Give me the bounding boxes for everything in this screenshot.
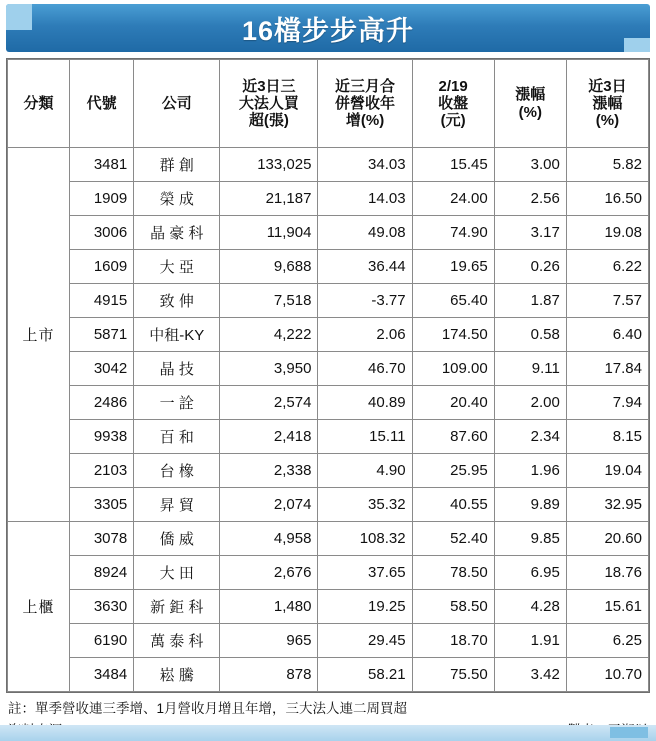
cell-revenue-growth: 36.44 — [318, 250, 412, 284]
cell-company: 新 鉅 科 — [134, 590, 220, 624]
cell-revenue-growth: 29.45 — [318, 624, 412, 658]
cell-net-buy: 133,025 — [220, 148, 318, 182]
table-row[interactable] — [8, 590, 649, 624]
column-header-line: (%) — [595, 112, 620, 130]
stock-table — [7, 59, 649, 692]
table-body — [8, 148, 649, 692]
cell-3day-change-pct: 16.50 — [566, 182, 648, 216]
cell-revenue-growth: 58.21 — [318, 658, 412, 692]
column-header-line: 漲幅 — [592, 94, 623, 112]
cell-change-pct: 3.42 — [494, 658, 566, 692]
cell-company: 晶 技 — [134, 352, 220, 386]
cell-code: 5871 — [70, 318, 134, 352]
table-row[interactable] — [8, 284, 649, 318]
cell-close-price: 109.00 — [412, 352, 494, 386]
cell-3day-change-pct: 8.15 — [566, 420, 648, 454]
cell-close-price: 87.60 — [412, 420, 494, 454]
cell-change-pct: 9.89 — [494, 488, 566, 522]
cell-code: 1909 — [70, 182, 134, 216]
cell-close-price: 75.50 — [412, 658, 494, 692]
cell-close-price: 58.50 — [412, 590, 494, 624]
bottom-decoration-marker — [610, 727, 648, 738]
table-row[interactable] — [8, 420, 649, 454]
cell-company: 中租-KY — [134, 318, 220, 352]
column-header-line: (%) — [518, 103, 542, 121]
column-header-line: 大法人買 — [238, 94, 299, 112]
column-header-change-pct — [494, 60, 566, 148]
cell-3day-change-pct: 17.84 — [566, 352, 648, 386]
table-header — [8, 60, 649, 148]
cell-net-buy: 1,480 — [220, 590, 318, 624]
cell-code: 3305 — [70, 488, 134, 522]
cell-revenue-growth: 46.70 — [318, 352, 412, 386]
table-row[interactable] — [8, 386, 649, 420]
cell-code: 3006 — [70, 216, 134, 250]
group-label-listed: 上市 — [8, 148, 70, 522]
cell-code: 2486 — [70, 386, 134, 420]
footer-note: 註：單季營收連三季增、1月營收月增且年增，三大法人連二周買超 — [8, 701, 408, 716]
cell-revenue-growth: 108.32 — [318, 522, 412, 556]
cell-net-buy: 965 — [220, 624, 318, 658]
cell-change-pct: 2.56 — [494, 182, 566, 216]
cell-revenue-growth: 49.08 — [318, 216, 412, 250]
table-row[interactable] — [8, 250, 649, 284]
column-header-line: 增(%) — [345, 112, 385, 130]
cell-close-price: 25.95 — [412, 454, 494, 488]
cell-code: 2103 — [70, 454, 134, 488]
cell-change-pct: 3.00 — [494, 148, 566, 182]
cell-revenue-growth: 15.11 — [318, 420, 412, 454]
table-row[interactable] — [8, 454, 649, 488]
cell-change-pct: 0.26 — [494, 250, 566, 284]
cell-company: 萬 泰 科 — [134, 624, 220, 658]
cell-revenue-growth: -3.77 — [318, 284, 412, 318]
cell-company: 榮 成 — [134, 182, 220, 216]
data-table-container — [6, 58, 650, 693]
cell-code: 3484 — [70, 658, 134, 692]
cell-change-pct: 1.91 — [494, 624, 566, 658]
cell-net-buy: 9,688 — [220, 250, 318, 284]
cell-code: 3481 — [70, 148, 134, 182]
column-header-line: 分類 — [23, 94, 54, 112]
cell-3day-change-pct: 6.22 — [566, 250, 648, 284]
cell-net-buy: 3,950 — [220, 352, 318, 386]
cell-code: 9938 — [70, 420, 134, 454]
column-header-3day-change-pct — [566, 60, 648, 148]
cell-3day-change-pct: 18.76 — [566, 556, 648, 590]
cell-revenue-growth: 19.25 — [318, 590, 412, 624]
column-header-line: 近3日 — [588, 77, 627, 95]
column-header-line: 公司 — [161, 94, 192, 112]
title-bar-corner-decoration-bottom — [624, 38, 650, 52]
table-row[interactable] — [8, 352, 649, 386]
cell-3day-change-pct: 7.57 — [566, 284, 648, 318]
cell-company: 崧 騰 — [134, 658, 220, 692]
cell-company: 致 伸 — [134, 284, 220, 318]
column-header-line: 2/19 — [438, 77, 468, 95]
cell-close-price: 24.00 — [412, 182, 494, 216]
cell-net-buy: 2,574 — [220, 386, 318, 420]
column-header-revenue-growth — [318, 60, 412, 148]
cell-3day-change-pct: 19.04 — [566, 454, 648, 488]
cell-code: 3042 — [70, 352, 134, 386]
cell-close-price: 19.65 — [412, 250, 494, 284]
cell-close-price: 78.50 — [412, 556, 494, 590]
cell-change-pct: 9.85 — [494, 522, 566, 556]
table-row[interactable] — [8, 216, 649, 250]
cell-change-pct: 1.87 — [494, 284, 566, 318]
cell-code: 4915 — [70, 284, 134, 318]
cell-3day-change-pct: 6.25 — [566, 624, 648, 658]
cell-net-buy: 4,958 — [220, 522, 318, 556]
table-row[interactable] — [8, 182, 649, 216]
cell-code: 6190 — [70, 624, 134, 658]
table-row[interactable] — [8, 318, 649, 352]
cell-close-price: 18.70 — [412, 624, 494, 658]
cell-net-buy: 7,518 — [220, 284, 318, 318]
cell-3day-change-pct: 7.94 — [566, 386, 648, 420]
cell-3day-change-pct: 6.40 — [566, 318, 648, 352]
cell-3day-change-pct: 19.08 — [566, 216, 648, 250]
cell-3day-change-pct: 5.82 — [566, 148, 648, 182]
cell-company: 群 創 — [134, 148, 220, 182]
cell-company: 大 田 — [134, 556, 220, 590]
cell-company: 百 和 — [134, 420, 220, 454]
cell-net-buy: 2,418 — [220, 420, 318, 454]
column-header-line: 超(張) — [248, 112, 289, 130]
cell-change-pct: 4.28 — [494, 590, 566, 624]
column-header-category — [8, 60, 70, 148]
cell-change-pct: 3.17 — [494, 216, 566, 250]
cell-revenue-growth: 34.03 — [318, 148, 412, 182]
column-header-net-buy — [220, 60, 318, 148]
cell-close-price: 20.40 — [412, 386, 494, 420]
cell-change-pct: 1.96 — [494, 454, 566, 488]
cell-close-price: 65.40 — [412, 284, 494, 318]
cell-company: 大 亞 — [134, 250, 220, 284]
table-row[interactable] — [8, 624, 649, 658]
cell-net-buy: 878 — [220, 658, 318, 692]
bottom-decoration-band — [0, 725, 656, 741]
cell-close-price: 174.50 — [412, 318, 494, 352]
cell-net-buy: 2,074 — [220, 488, 318, 522]
cell-code: 1609 — [70, 250, 134, 284]
cell-revenue-growth: 14.03 — [318, 182, 412, 216]
group-label-otc: 上櫃 — [8, 522, 70, 692]
cell-net-buy: 11,904 — [220, 216, 318, 250]
column-header-line: 近3日三 — [242, 77, 296, 95]
cell-company: 昇 貿 — [134, 488, 220, 522]
column-header-code — [70, 60, 134, 148]
table-header-row — [8, 60, 649, 148]
cell-revenue-growth: 40.89 — [318, 386, 412, 420]
cell-company: 一 詮 — [134, 386, 220, 420]
cell-close-price: 15.45 — [412, 148, 494, 182]
cell-code: 3078 — [70, 522, 134, 556]
column-header-line: (元) — [440, 112, 466, 130]
cell-change-pct: 9.11 — [494, 352, 566, 386]
infographic-page — [0, 4, 656, 741]
cell-code: 8924 — [70, 556, 134, 590]
cell-change-pct: 2.34 — [494, 420, 566, 454]
column-header-line: 併營收年 — [335, 94, 396, 112]
table-row[interactable] — [8, 522, 649, 556]
column-header-line: 漲幅 — [515, 86, 546, 104]
cell-3day-change-pct: 20.60 — [566, 522, 648, 556]
cell-net-buy: 4,222 — [220, 318, 318, 352]
cell-change-pct: 2.00 — [494, 386, 566, 420]
table-row[interactable] — [8, 658, 649, 692]
cell-3day-change-pct: 10.70 — [566, 658, 648, 692]
cell-3day-change-pct: 15.61 — [566, 590, 648, 624]
cell-close-price: 40.55 — [412, 488, 494, 522]
cell-revenue-growth: 2.06 — [318, 318, 412, 352]
title-bar — [6, 4, 650, 52]
cell-company: 晶 豪 科 — [134, 216, 220, 250]
table-row[interactable] — [8, 488, 649, 522]
cell-revenue-growth: 35.32 — [318, 488, 412, 522]
cell-change-pct: 0.58 — [494, 318, 566, 352]
cell-change-pct: 6.95 — [494, 556, 566, 590]
cell-net-buy: 2,676 — [220, 556, 318, 590]
cell-close-price: 52.40 — [412, 522, 494, 556]
column-header-line: 收盤 — [438, 94, 469, 112]
page-title: 16檔步步高升 — [241, 15, 415, 46]
column-header-line: 近三月合 — [335, 77, 396, 95]
cell-company: 僑 威 — [134, 522, 220, 556]
cell-revenue-growth: 37.65 — [318, 556, 412, 590]
table-row[interactable] — [8, 556, 649, 590]
cell-code: 3630 — [70, 590, 134, 624]
column-header-line: 代號 — [86, 94, 117, 112]
column-header-close-price — [412, 60, 494, 148]
cell-revenue-growth: 4.90 — [318, 454, 412, 488]
cell-net-buy: 2,338 — [220, 454, 318, 488]
cell-close-price: 74.90 — [412, 216, 494, 250]
cell-net-buy: 21,187 — [220, 182, 318, 216]
table-row[interactable] — [8, 148, 649, 182]
cell-company: 台 橡 — [134, 454, 220, 488]
column-header-company — [134, 60, 220, 148]
cell-3day-change-pct: 32.95 — [566, 488, 648, 522]
